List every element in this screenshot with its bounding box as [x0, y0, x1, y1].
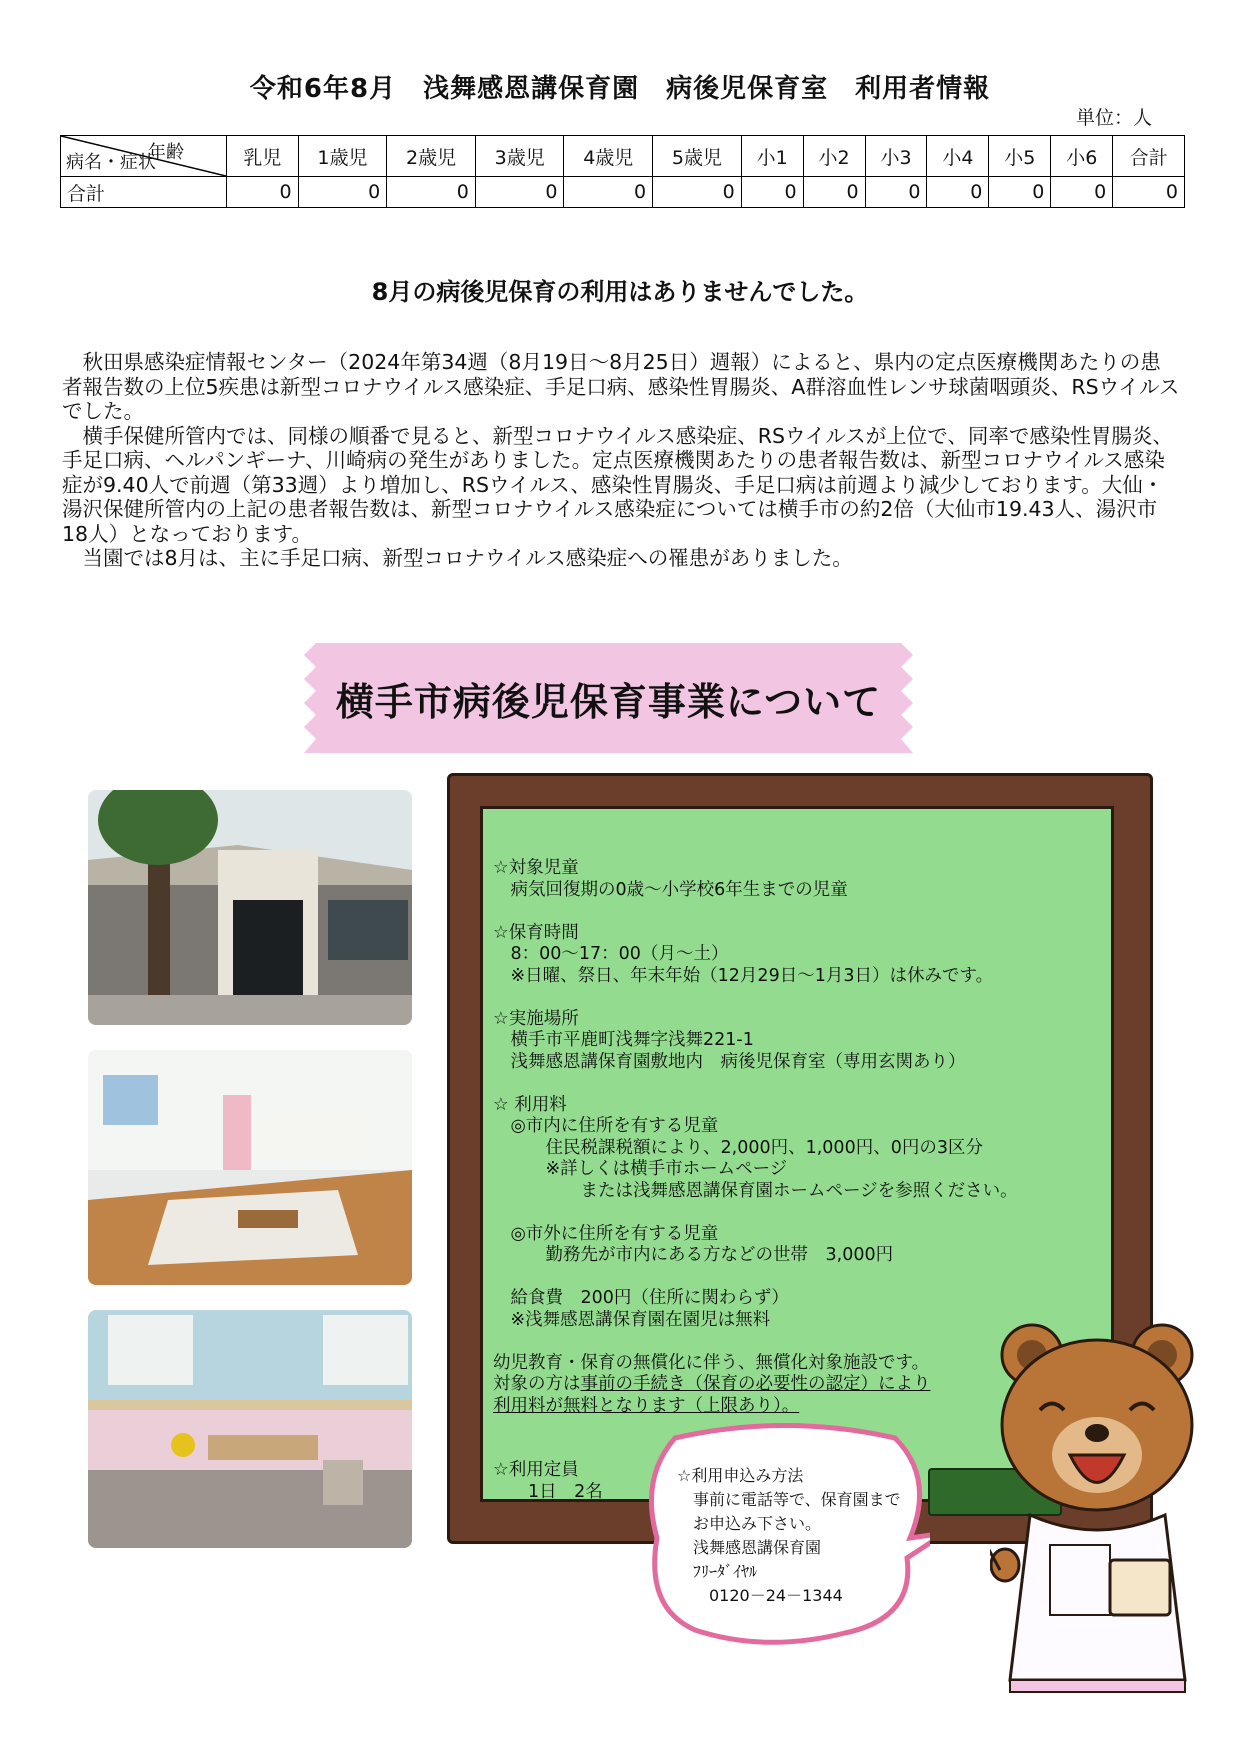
section-heading: ☆保育時間 — [493, 922, 579, 943]
table-header-row — [61, 136, 1185, 177]
column-header: 2歳児 — [387, 136, 476, 177]
info-line: ※詳しくは横手市ホームページ — [493, 1159, 788, 1179]
info-line: 幼児教育・保育の無償化に伴う、無償化対象施設です。 — [493, 1352, 930, 1373]
table-cell: 0 — [1113, 177, 1185, 208]
info-line: 給食費 200円（住所に関わらず） — [493, 1288, 789, 1308]
corner-disease-label: 病名・症状 — [66, 152, 156, 173]
table-cell: 0 — [298, 177, 387, 208]
info-line: 勤務先が市内にある方などの世帯 3,000円 — [493, 1245, 894, 1265]
paragraph: 当園では8月は、主に手足口病、新型コロナウイルス感染症への罹患がありました。 — [82, 546, 853, 570]
info-line: 住民税課税額により、2,000円、1,000円、0円の3区分 — [493, 1137, 983, 1158]
table-cell: 0 — [475, 177, 564, 208]
info-line: 横手市平鹿町浅舞字浅舞221-1 — [493, 1030, 754, 1050]
spacer — [493, 1202, 1113, 1224]
table-cell: 0 — [927, 177, 989, 208]
info-line: 8：00～17：00（月～土） — [493, 944, 729, 964]
building-photo — [88, 790, 412, 1025]
table-cell: 0 — [227, 177, 299, 208]
bubble-line: 0120－24－1344 — [677, 1586, 843, 1605]
note-text: 対象の方は — [493, 1374, 581, 1394]
info-line: 浅舞感恩講保育園敷地内 病後児保育室（専用玄関あり） — [493, 1051, 966, 1072]
unit-label: 単位：人 — [1075, 107, 1152, 129]
column-header: 小1 — [741, 136, 803, 177]
bear-mascot-illustration — [990, 1315, 1205, 1710]
table-cell: 0 — [564, 177, 653, 208]
target-section — [493, 858, 1113, 901]
playroom-photo — [88, 1310, 412, 1548]
info-line: 利用料が無料となります（上限あり）。 — [493, 1395, 800, 1416]
column-header: 4歳児 — [564, 136, 653, 177]
page-title: 令和6年8月 浅舞感恩講保育園 病後児保育室 利用者情報 — [249, 74, 991, 104]
section-heading: ☆実施場所 — [493, 1008, 579, 1029]
notice-heading: 8月の病後児保育の利用はありませんでした。 — [371, 278, 869, 306]
bubble-line: 事前に電話等で、保育園まで — [677, 1490, 901, 1509]
table-cell: 0 — [989, 177, 1051, 208]
corner-age-label: 年齢 — [148, 142, 184, 163]
table-cell: 0 — [653, 177, 742, 208]
report-text — [62, 350, 1180, 571]
column-header: 乳児 — [227, 136, 299, 177]
place-section — [493, 1009, 1113, 1074]
application-bubble — [645, 1418, 930, 1648]
info-line: ◎市内に住所を有する児童 — [493, 1116, 719, 1136]
bubble-line: ☆利用申込み方法 — [677, 1466, 804, 1485]
table-cell: 0 — [741, 177, 803, 208]
bubble-text — [677, 1464, 901, 1608]
stats-table — [60, 135, 1185, 208]
bubble-line: 浅舞感恩講保育園 — [677, 1538, 822, 1557]
hours-section — [493, 923, 1113, 988]
column-header: 5歳児 — [653, 136, 742, 177]
section-heading: ☆対象児童 — [493, 858, 579, 878]
note-underlined-text: 事前の手続き（保育の必要性の認定）により — [580, 1374, 931, 1394]
column-header: 1歳児 — [298, 136, 387, 177]
section-heading: ☆ 利用料 — [493, 1094, 567, 1115]
column-header: 小6 — [1051, 136, 1113, 177]
column-header: 小3 — [865, 136, 927, 177]
table-cell: 0 — [1051, 177, 1113, 208]
info-line: ※浅舞感恩講保育園在園児は無料 — [493, 1309, 771, 1330]
info-line: または浅舞感恩講保育園ホームページを参照ください。 — [493, 1180, 1018, 1201]
room-photo — [88, 1050, 412, 1285]
table-cell: 0 — [387, 177, 476, 208]
section-title: 横手市病後児保育事業について — [335, 680, 882, 724]
column-header: 3歳児 — [475, 136, 564, 177]
table-cell: 0 — [865, 177, 927, 208]
spacer — [493, 1267, 1113, 1289]
info-line: ※日曜、祭日、年末年始（12月29日～1月3日）は休みです。 — [493, 965, 994, 986]
column-header: 小5 — [989, 136, 1051, 177]
column-header: 小2 — [803, 136, 865, 177]
info-line: 1日 2名 — [493, 1481, 603, 1502]
section-heading: ☆利用定員 — [493, 1460, 579, 1480]
column-header: 合計 — [1113, 136, 1185, 177]
table-row — [61, 177, 1185, 208]
corner-cell — [61, 136, 227, 177]
paragraph: 横手保健所管内では、同様の順番で見ると、新型コロナウイルス感染症、RSウイルスが上位で、同率で感染性胃腸炎、手足口病、ヘルパンギーナ、川崎病の発生がありました。定点医療機関あたりの患者報告数は、新型コロナウイルス感染症が9.40人で前週（第33週）より増加し、RSウイルス、感染性胃腸炎、手足口病は前週より減少しております。大仙・湯沢保健所管内の上記の患者報告数は、新型コロナウイルス感染症については横手市の約2倍（大仙市19.43人、湯沢市18人）となっております。 — [62, 423, 1173, 546]
fee-section — [493, 1095, 1113, 1332]
paragraph: 秋田県感染症情報センター（2024年第34週（8月19日～8月25日）週報）によると、県内の定点医療機関あたりの患者報告数の上位5疾患は新型コロナウイルス感染症、手足口病、感染性胃腸炎、A群溶血性レンサ球菌咽頭炎、RSウイルスでした。 — [62, 350, 1180, 423]
row-label: 合計 — [61, 177, 227, 208]
column-header: 小4 — [927, 136, 989, 177]
info-line: ◎市外に住所を有する児童 — [493, 1223, 719, 1244]
bubble-line: ﾌﾘｰﾀﾞｲﾔﾙ — [677, 1562, 758, 1581]
table-cell: 0 — [803, 177, 865, 208]
section-title-tape — [316, 643, 901, 753]
bubble-line: お申込み下さい。 — [677, 1514, 822, 1533]
info-line: 病気回復期の0歳～小学校6年生までの児童 — [493, 879, 848, 900]
